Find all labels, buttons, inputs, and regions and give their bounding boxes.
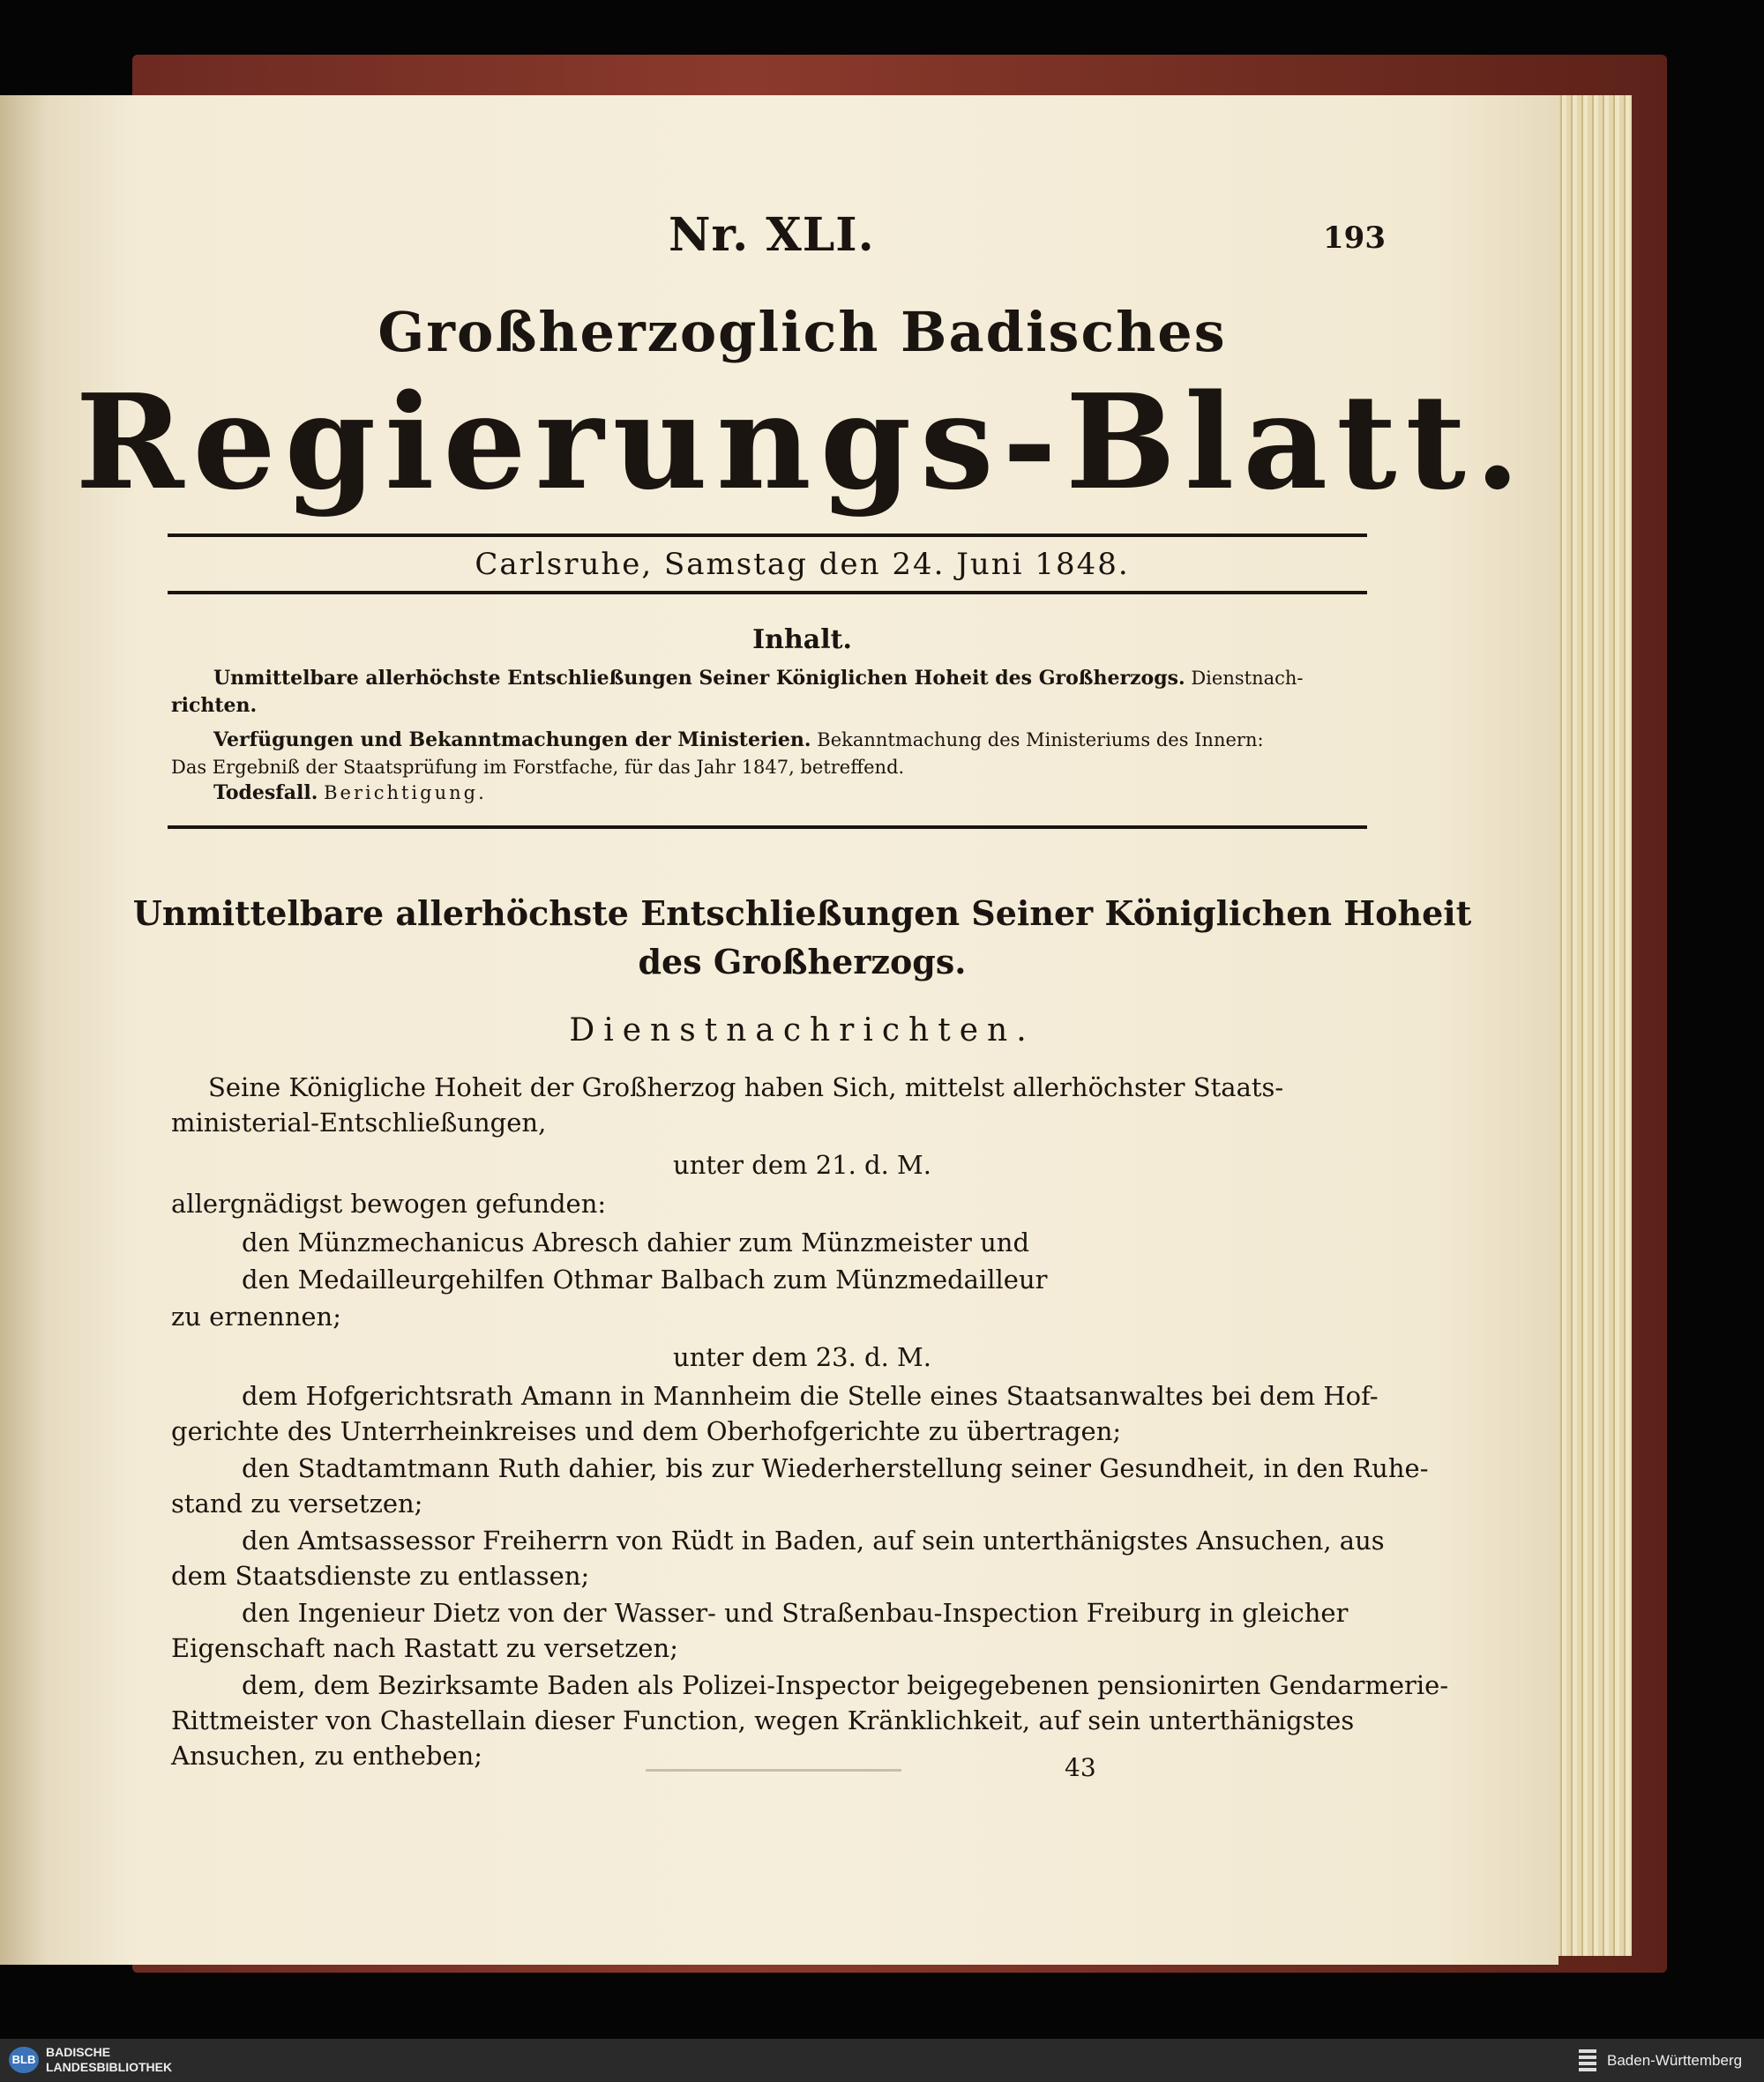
body-line-17: dem, dem Bezirksamte Baden als Polizei-Inspector beigegebenen pensionirten Gendarmerie- [242, 1670, 1449, 1700]
body-line-4: allergnädigst bewogen gefunden: [171, 1189, 607, 1219]
document-page [46, 95, 1558, 1965]
viewer-footer-bar [0, 2039, 1764, 2082]
contents-entry-2 [171, 727, 1371, 781]
contents-entry-2-rest: Bekanntmachung des Ministeriums des Innern: [817, 729, 1264, 750]
contents-entry-2-title: Verfügungen und Bekanntmachungen der Ministerien. [213, 728, 811, 751]
body-line-9: dem Hofgerichtsrath Amann in Mannheim die Stelle eines Staatsanwaltes bei dem Hof- [242, 1381, 1379, 1411]
contents-entry-3-title: Todesfall. [213, 781, 318, 804]
library-name-line-1: BADISCHE [46, 2045, 111, 2059]
body-line-10: gerichte des Unterrheinkreises und dem Oberhofgerichte zu übertragen; [171, 1416, 1122, 1446]
library-name[interactable] [46, 2045, 172, 2075]
rule-top [168, 534, 1367, 537]
body-line-14: dem Staatsdienste zu entlassen; [171, 1561, 590, 1591]
contents-entry-3 [171, 780, 1371, 807]
body-line-16: Eigenschaft nach Rastatt zu versetzen; [171, 1633, 678, 1663]
title-line-2: Regierungs-Blatt. [75, 365, 1529, 519]
body-line-12: stand zu versetzen; [171, 1489, 423, 1519]
body-line-1: Seine Königliche Hoheit der Großherzog haben Sich, mittelst allerhöchster Staats- [208, 1072, 1284, 1102]
signature-number: 43 [1065, 1753, 1096, 1782]
partner-name[interactable]: Baden-Württemberg [1607, 2052, 1743, 2069]
state-emblem-icon [1579, 2049, 1596, 2072]
body-line-5: den Münzmechanicus Abresch dahier zum Münzmeister und [242, 1228, 1030, 1257]
section-heading-line-1: Unmittelbare allerhöchste Entschließungen Seiner Königlichen Hoheit [132, 893, 1472, 933]
contents-entry-1 [171, 665, 1371, 720]
issue-number: Nr. XLI. [669, 208, 875, 262]
contents-entry-1-cont: richten. [171, 694, 258, 717]
section-heading-line-2: des Großherzogs. [638, 942, 967, 981]
body-line-8: unter dem 23. d. M. [673, 1342, 931, 1372]
contents-heading: Inhalt. [752, 624, 852, 655]
body-line-2: ministerial-Entschließungen, [171, 1108, 547, 1138]
dateline: Carlsruhe, Samstag den 24. Juni 1848. [475, 547, 1130, 582]
contents-entry-3-rest: Berichtigung. [324, 782, 487, 803]
section-subheading: Dienstnachrichten. [569, 1012, 1035, 1048]
library-name-line-2: LANDESBIBLIOTHEK [46, 2060, 173, 2074]
body-line-19: Ansuchen, zu entheben; [171, 1741, 483, 1771]
body-line-6: den Medailleurgehilfen Othmar Balbach zum Münzmedailleur [242, 1265, 1048, 1295]
body-line-11: den Stadtamtmann Ruth dahier, bis zur Wiederherstellung seiner Gesundheit, in den Ruhe- [242, 1453, 1429, 1483]
body-line-15: den Ingenieur Dietz von der Wasser- und Straßenbau-Inspection Freiburg in gleicher [242, 1598, 1349, 1628]
body-line-3: unter dem 21. d. M. [673, 1150, 931, 1180]
contents-entry-1-rest: Dienstnach- [1191, 668, 1304, 689]
contents-entry-2-cont: Das Ergebniß der Staatsprüfung im Forstfache, für das Jahr 1847, betreffend. [171, 757, 905, 778]
body-line-18: Rittmeister von Chastellain dieser Function, wegen Kränklichkeit, auf sein unterthänigstes [171, 1705, 1355, 1735]
library-logo[interactable]: BLB [9, 2047, 39, 2073]
footer-rule [646, 1769, 901, 1772]
rule-under-dateline [168, 591, 1367, 594]
body-line-7: zu ernennen; [171, 1302, 342, 1332]
rule-under-contents [168, 825, 1367, 829]
title-line-1: Großherzoglich Badisches [377, 300, 1227, 364]
facing-page-edge [0, 95, 53, 1965]
contents-entry-1-title: Unmittelbare allerhöchste Entschließungen Seiner Königlichen Hoheit des Großherzogs. [213, 667, 1185, 690]
page-number: 193 [1323, 220, 1386, 256]
body-line-13: den Amtsassessor Freiherrn von Rüdt in Baden, auf sein unterthänigstes Ansuchen, aus [242, 1526, 1385, 1556]
